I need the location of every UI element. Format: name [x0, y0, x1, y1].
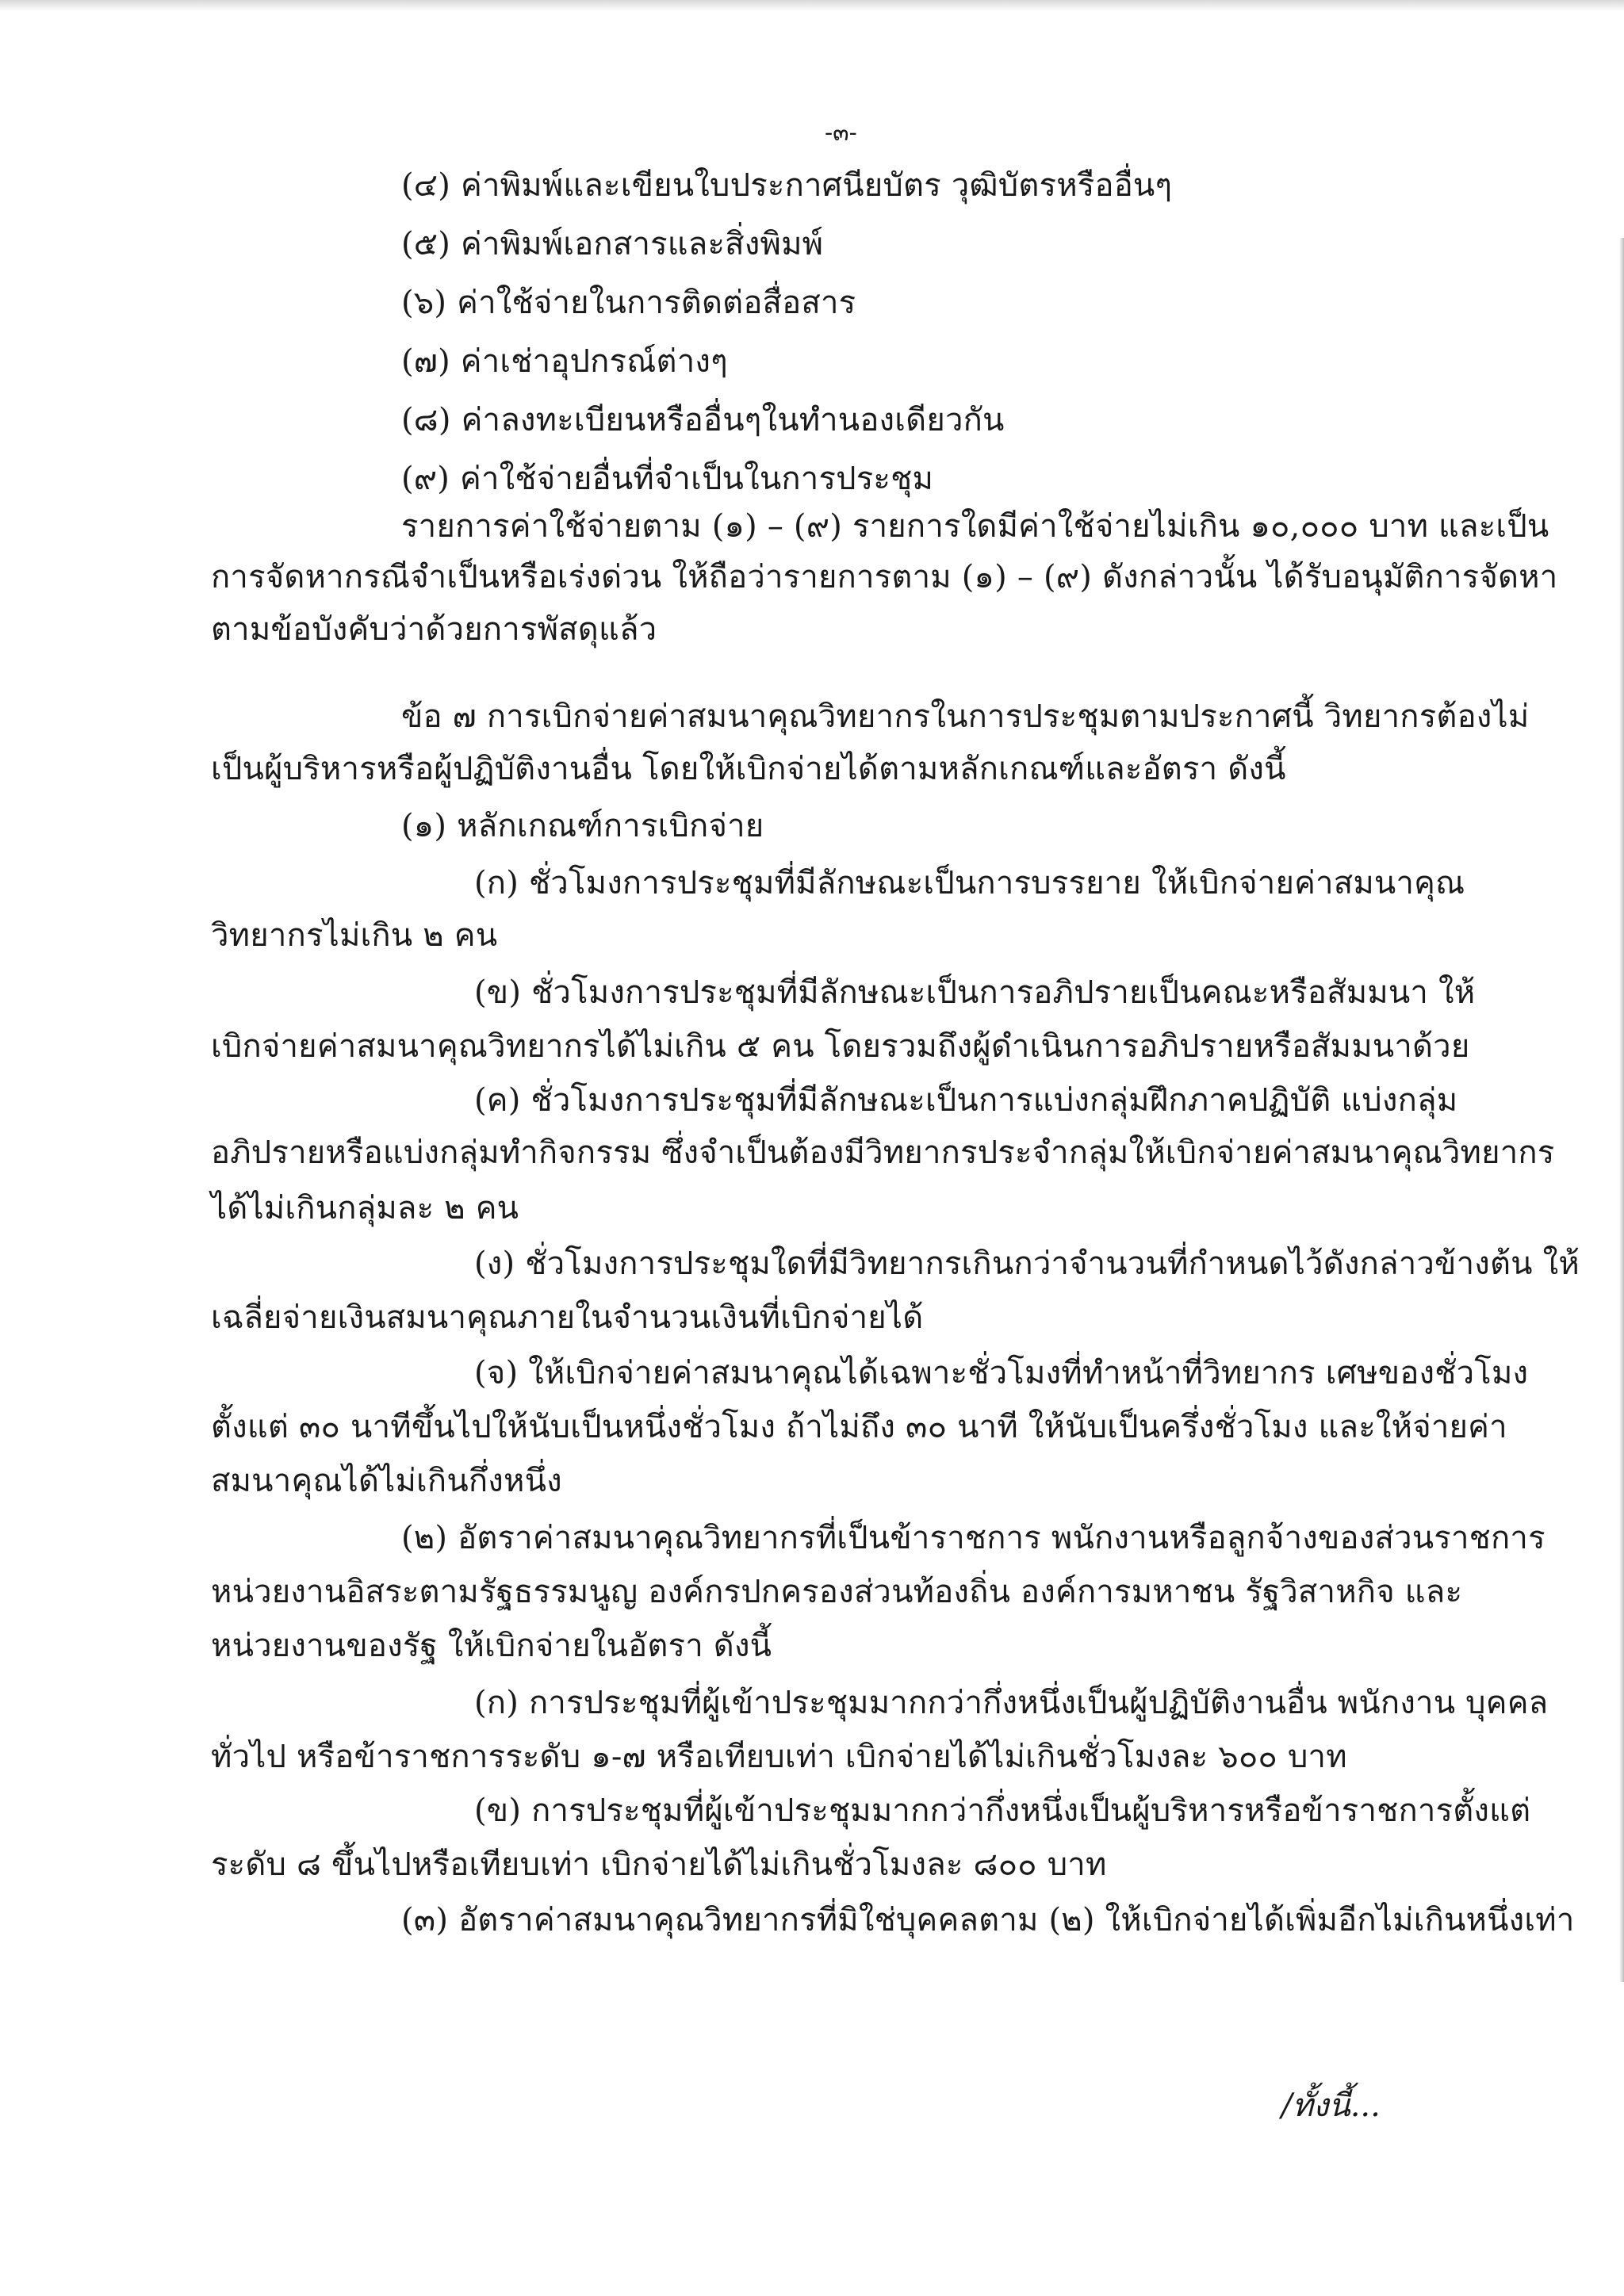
expense-item-8: (๘) ค่าลงทะเบียนหรืออื่นๆในทำนองเดียวกัน — [401, 402, 1005, 438]
paragraph-line: สมนาคุณได้ไม่เกินกึ่งหนึ่ง — [211, 1463, 562, 1499]
paragraph-line: ทั่วไป หรือข้าราชการระดับ ๑-๗ หรือเทียบเท่า เบิกจ่ายได้ไม่เกินชั่วโมงละ ๖๐๐ บาท — [211, 1739, 1347, 1775]
scan-right-edge — [1619, 238, 1624, 1982]
paragraph-line: ได้ไม่เกินกลุ่มละ ๒ คน — [211, 1190, 519, 1226]
scan-top-edge — [0, 0, 1624, 11]
paragraph-line: วิทยากรไม่เกิน ๒ คน — [211, 917, 498, 954]
paragraph-line: อภิปรายหรือแบ่งกลุ่มทำกิจกรรม ซึ่งจำเป็นต้องมีวิทยากรประจำกลุ่มให้เบิกจ่ายค่าสมนาคุณวิทยากร — [211, 1135, 1555, 1171]
continuation-marker: /ทั้งนี้... — [1281, 2087, 1381, 2124]
paragraph-line: หน่วยงานของรัฐ ให้เบิกจ่ายในอัตรา ดังนี้ — [211, 1628, 772, 1664]
subsection-3-heading: (๓) อัตราค่าสมนาคุณวิทยากรที่มิใช่บุคคลตาม (๒) ให้เบิกจ่ายได้เพิ่มอีกไม่เกินหนึ่งเท่า — [401, 1902, 1575, 1938]
paragraph-line: ตามข้อบังคับว่าด้วยการพัสดุแล้ว — [211, 611, 657, 648]
criteria-a: (ก) ชั่วโมงการประชุมที่มีลักษณะเป็นการบรรยาย ให้เบิกจ่ายค่าสมนาคุณ — [474, 865, 1465, 901]
paragraph-line: เป็นผู้บริหารหรือผู้ปฏิบัติงานอื่น โดยให้เบิกจ่ายได้ตามหลักเกณฑ์และอัตรา ดังนี้ — [211, 751, 1286, 787]
expense-item-7: (๗) ค่าเช่าอุปกรณ์ต่างๆ — [401, 343, 728, 380]
rate-a: (ก) การประชุมที่ผู้เข้าประชุมมากกว่ากึ่งหนึ่งเป็นผู้ปฏิบัติงานอื่น พนักงาน บุคคล — [474, 1685, 1549, 1721]
expense-item-6: (๖) ค่าใช้จ่ายในการติดต่อสื่อสาร — [401, 285, 856, 321]
criteria-b: (ข) ชั่วโมงการประชุมที่มีลักษณะเป็นการอภิปรายเป็นคณะหรือสัมมนา ให้ — [474, 974, 1476, 1011]
paragraph-line: รายการค่าใช้จ่ายตาม (๑) – (๙) รายการใดมีค่าใช้จ่ายไม่เกิน ๑๐,๐๐๐ บาท และเป็น — [401, 508, 1549, 545]
paragraph-line: เฉลี่ยจ่ายเงินสมนาคุณภายในจำนวนเงินที่เบิกจ่ายได้ — [211, 1299, 924, 1336]
page-number: -๓- — [825, 119, 857, 147]
criteria-e: (จ) ให้เบิกจ่ายค่าสมนาคุณได้เฉพาะชั่วโมงที่ทำหน้าที่วิทยากร เศษของชั่วโมง — [474, 1355, 1529, 1391]
subsection-1-heading: (๑) หลักเกณฑ์การเบิกจ่าย — [401, 808, 764, 844]
paragraph-line: ตั้งแต่ ๓๐ นาทีขึ้นไปให้นับเป็นหนึ่งชั่วโมง ถ้าไม่ถึง ๓๐ นาที ให้นับเป็นครึ่งชั่วโมง และให้จ่ายค่า — [211, 1409, 1507, 1445]
expense-item-4: (๔) ค่าพิมพ์และเขียนใบประกาศนียบัตร วุฒิบัตรหรืออื่นๆ — [401, 167, 1173, 204]
paragraph-line: เบิกจ่ายค่าสมนาคุณวิทยากรได้ไม่เกิน ๕ คน โดยรวมถึงผู้ดำเนินการอภิปรายหรือสัมมนาด้วย — [211, 1028, 1470, 1065]
paragraph-line: การจัดหากรณีจำเป็นหรือเร่งด่วน ให้ถือว่ารายการตาม (๑) – (๙) ดังกล่าวนั้น ได้รับอนุมัติการจัดหา — [211, 559, 1558, 595]
clause-7-heading: ข้อ ๗ การเบิกจ่ายค่าสมนาคุณวิทยากรในการประชุมตามประกาศนี้ วิทยากรต้องไม่ — [401, 698, 1530, 735]
rate-b: (ข) การประชุมที่ผู้เข้าประชุมมากกว่ากึ่งหนึ่งเป็นผู้บริหารหรือข้าราชการตั้งแต่ — [474, 1793, 1531, 1829]
expense-item-5: (๕) ค่าพิมพ์เอกสารและสิ่งพิมพ์ — [401, 226, 824, 262]
paragraph-line: ระดับ ๘ ขึ้นไปหรือเทียบเท่า เบิกจ่ายได้ไม่เกินชั่วโมงละ ๘๐๐ บาท — [211, 1846, 1107, 1883]
criteria-d: (ง) ชั่วโมงการประชุมใดที่มีวิทยากรเกินกว่าจำนวนที่กำหนดไว้ดังกล่าวข้างต้น ให้ — [474, 1246, 1580, 1282]
expense-item-9: (๙) ค่าใช้จ่ายอื่นที่จำเป็นในการประชุม — [401, 461, 934, 497]
paragraph-line: หน่วยงานอิสระตามรัฐธรรมนูญ องค์กรปกครองส่วนท้องถิ่น องค์การมหาชน รัฐวิสาหกิจ และ — [211, 1574, 1463, 1610]
subsection-2-heading: (๒) อัตราค่าสมนาคุณวิทยากรที่เป็นข้าราชการ พนักงานหรือลูกจ้างของส่วนราชการ — [401, 1520, 1545, 1556]
criteria-c: (ค) ชั่วโมงการประชุมที่มีลักษณะเป็นการแบ่งกลุ่มฝึกภาคปฏิบัติ แบ่งกลุ่ม — [474, 1082, 1458, 1119]
